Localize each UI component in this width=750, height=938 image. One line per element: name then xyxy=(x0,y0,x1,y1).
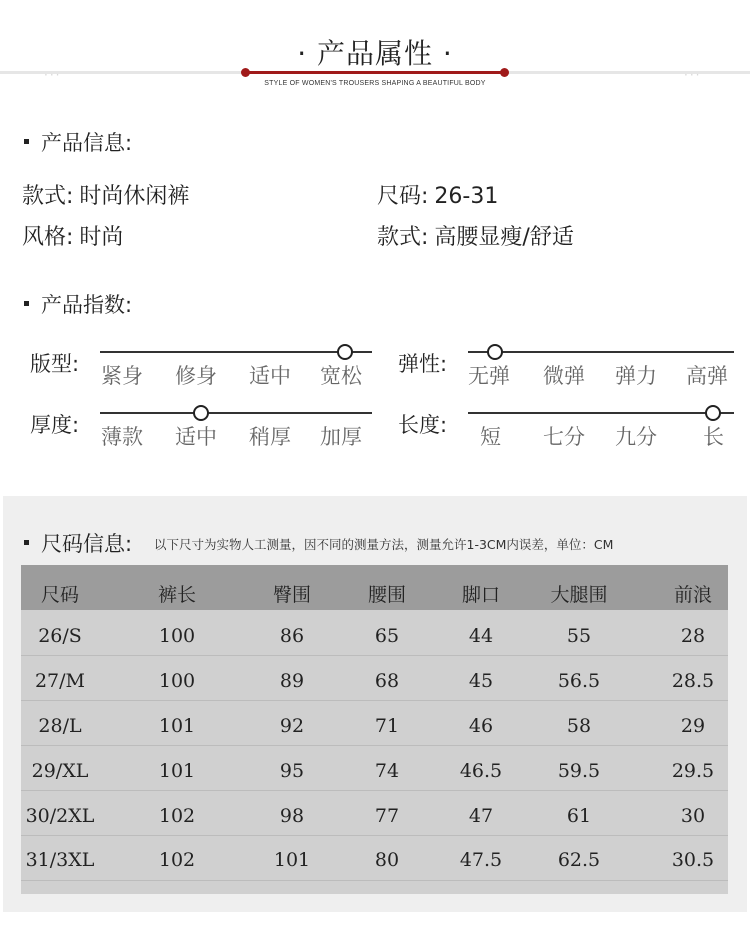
table-cell: 55 xyxy=(566,625,592,647)
table-cell: 29.5 xyxy=(671,760,715,782)
index-label-fit: 版型: xyxy=(30,352,80,376)
table-cell: 68 xyxy=(374,670,400,692)
table-cell: 95 xyxy=(279,760,305,782)
column-header: 腰围 xyxy=(367,584,406,606)
table-cell: 74 xyxy=(374,760,400,782)
bullet-square-icon xyxy=(24,540,29,545)
table-cell: 28/L xyxy=(38,715,82,737)
table-cell: 47 xyxy=(468,805,494,827)
index-option: 长 xyxy=(703,425,724,449)
table-cell: 62.5 xyxy=(557,849,601,871)
size-info-note: 以下尺寸为实物人工测量，因不同的测量方法，测量允许1-3CM内误差，单位：CM xyxy=(154,537,614,552)
index-option: 薄款 xyxy=(101,425,143,449)
info-fit: 款式: 高腰显瘦/舒适 xyxy=(377,225,574,250)
index-option: 微弹 xyxy=(543,364,585,388)
index-option: 适中 xyxy=(175,425,217,449)
table-cell: 71 xyxy=(374,715,400,737)
table-cell: 47.5 xyxy=(459,849,503,871)
index-option: 短 xyxy=(480,425,501,449)
table-cell: 46.5 xyxy=(459,760,503,782)
table-cell: 100 xyxy=(158,670,196,692)
row-divider xyxy=(21,880,728,881)
table-cell: 101 xyxy=(273,849,311,871)
index-track-thickness xyxy=(100,412,372,414)
table-cell: 30 xyxy=(680,805,706,827)
column-header: 大腿围 xyxy=(550,584,608,606)
index-option: 适中 xyxy=(249,364,291,388)
column-header: 脚口 xyxy=(461,584,500,606)
table-cell: 102 xyxy=(158,805,196,827)
index-option: 七分 xyxy=(543,425,585,449)
index-knob-length xyxy=(705,405,721,421)
table-cell: 86 xyxy=(279,625,305,647)
index-label-length: 长度: xyxy=(398,413,448,437)
info-fashion: 风格: 时尚 xyxy=(22,225,124,250)
table-cell: 61 xyxy=(566,805,592,827)
row-divider xyxy=(21,790,728,791)
table-cell: 101 xyxy=(158,715,196,737)
table-cell: 29/XL xyxy=(31,760,89,782)
index-option: 宽松 xyxy=(320,364,362,388)
table-cell: 28.5 xyxy=(671,670,715,692)
size-info-title: 尺码信息: xyxy=(24,528,132,558)
table-cell: 30.5 xyxy=(671,849,715,871)
product-index-title: 产品指数: xyxy=(24,289,132,319)
index-label-elasticity: 弹性: xyxy=(398,352,448,376)
table-cell: 58 xyxy=(566,715,592,737)
row-divider xyxy=(21,745,728,746)
column-header: 裤长 xyxy=(157,584,196,606)
table-cell: 45 xyxy=(468,670,494,692)
table-cell: 44 xyxy=(468,625,494,647)
table-cell: 92 xyxy=(279,715,305,737)
table-cell: 65 xyxy=(374,625,400,647)
index-option: 加厚 xyxy=(320,425,362,449)
index-option: 稍厚 xyxy=(249,425,291,449)
index-knob-fit xyxy=(337,344,353,360)
table-cell: 27/M xyxy=(34,670,86,692)
table-cell: 31/3XL xyxy=(25,849,95,871)
index-option: 修身 xyxy=(175,364,217,388)
header-dots-left: ··· xyxy=(44,68,62,82)
index-option: 弹力 xyxy=(615,364,657,388)
page-subtitle: STYLE OF WOMEN'S TROUSERS SHAPING A BEAUTIFUL BODY xyxy=(264,80,486,87)
index-option: 高弹 xyxy=(686,364,728,388)
product-info-title: 产品信息: xyxy=(24,127,132,157)
bullet-square-icon xyxy=(24,139,29,144)
row-divider xyxy=(21,835,728,836)
table-cell: 100 xyxy=(158,625,196,647)
table-cell: 89 xyxy=(279,670,305,692)
table-cell: 28 xyxy=(680,625,706,647)
index-knob-thickness xyxy=(193,405,209,421)
table-cell: 29 xyxy=(680,715,706,737)
table-cell: 30/2XL xyxy=(25,805,95,827)
column-header: 前浪 xyxy=(673,584,712,606)
table-cell: 59.5 xyxy=(557,760,601,782)
index-track-elasticity xyxy=(468,351,734,353)
info-size: 尺码: 26-31 xyxy=(377,184,499,209)
bullet-square-icon xyxy=(24,301,29,306)
column-header: 尺码 xyxy=(40,584,79,606)
info-style: 款式: 时尚休闲裤 xyxy=(22,184,190,209)
table-cell: 26/S xyxy=(38,625,82,647)
row-divider xyxy=(21,700,728,701)
index-track-length xyxy=(468,412,734,414)
table-cell: 56.5 xyxy=(557,670,601,692)
index-option: 紧身 xyxy=(101,364,143,388)
column-header: 臀围 xyxy=(272,584,311,606)
index-knob-elasticity xyxy=(487,344,503,360)
page-title: · 产品属性 · xyxy=(297,37,453,70)
index-option: 无弹 xyxy=(468,364,510,388)
index-label-thickness: 厚度: xyxy=(30,413,80,437)
table-cell: 77 xyxy=(374,805,400,827)
table-cell: 98 xyxy=(279,805,305,827)
index-track-fit xyxy=(100,351,372,353)
row-divider xyxy=(21,655,728,656)
table-cell: 102 xyxy=(158,849,196,871)
table-cell: 46 xyxy=(468,715,494,737)
index-option: 九分 xyxy=(615,425,657,449)
header-dots-right: ··· xyxy=(684,68,702,82)
table-cell: 101 xyxy=(158,760,196,782)
table-cell: 80 xyxy=(374,849,400,871)
